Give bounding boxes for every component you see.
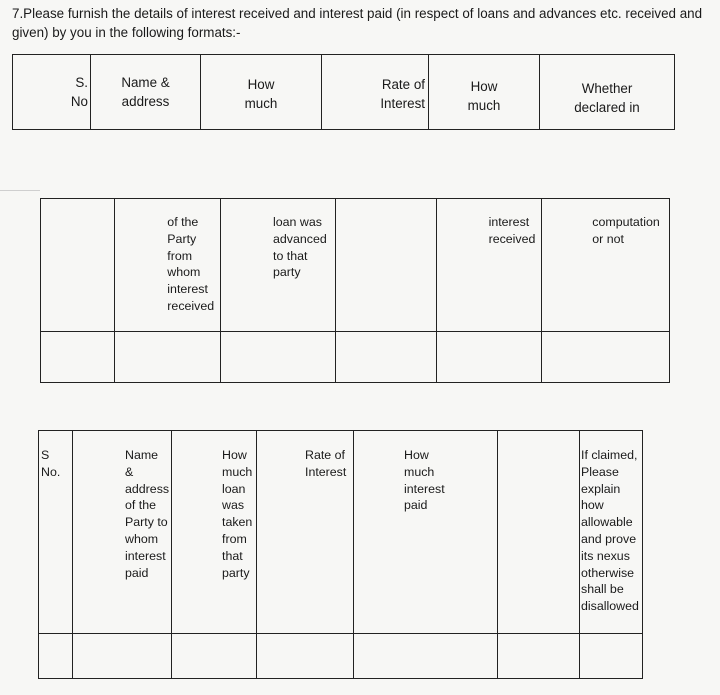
t1-header-name-address: Name & address <box>91 55 201 130</box>
intro-paragraph: 7.Please furnish the details of interest received and interest paid (in respect of loans and advances etc. received and given) by you in the following formats:- <box>12 6 703 40</box>
t3-cell <box>580 634 643 679</box>
t3-header-interest-paid: How much interest paid <box>354 431 498 634</box>
t3-header-if-claimed: If claimed, Please explain how allowable and prove its nexus otherwise shall be disallowed <box>580 431 643 634</box>
t3-cell <box>257 634 354 679</box>
t2-cell <box>336 332 436 383</box>
scan-artifact-line <box>0 190 40 191</box>
t2-cell <box>41 332 115 383</box>
t1-header-how-much-2: How much <box>429 55 540 130</box>
t1-header-whether-declared: Whether declared in <box>540 55 675 130</box>
t3-header-loan-taken: How much loan was taken from that party <box>172 431 257 634</box>
t2-cell <box>115 332 221 383</box>
t3-header-name-address: Name & address of the Party to whom interest paid <box>73 431 172 634</box>
t2-header-party-details: of the Party from whom interest received <box>115 199 221 332</box>
interest-paid-table <box>38 430 643 679</box>
t3-header-sno: S No. <box>39 431 73 634</box>
t2-header-blank-2 <box>336 199 436 332</box>
t2-header-interest-received: interest received <box>436 199 542 332</box>
t2-header-loan-advanced: loan was advanced to that party <box>221 199 336 332</box>
t2-cell <box>221 332 336 383</box>
t3-cell <box>354 634 498 679</box>
t3-cell <box>73 634 172 679</box>
interest-received-continuation-table <box>40 198 670 383</box>
t3-cell <box>172 634 257 679</box>
t2-cell <box>436 332 542 383</box>
t1-header-how-much: How much <box>201 55 322 130</box>
t2-header-blank-1 <box>41 199 115 332</box>
t2-cell <box>542 332 670 383</box>
t1-header-sno: S. No <box>13 55 91 130</box>
t1-header-rate-of-interest: Rate of Interest <box>322 55 429 130</box>
t3-cell <box>39 634 73 679</box>
t2-header-computation: computation or not <box>542 199 670 332</box>
t3-header-rate-of-interest: Rate of Interest <box>257 431 354 634</box>
t3-header-interest-claimed-text <box>498 466 578 550</box>
t3-cell <box>498 634 580 679</box>
interest-received-header-table <box>12 54 675 130</box>
t3-header-interest-claimed <box>498 431 580 634</box>
